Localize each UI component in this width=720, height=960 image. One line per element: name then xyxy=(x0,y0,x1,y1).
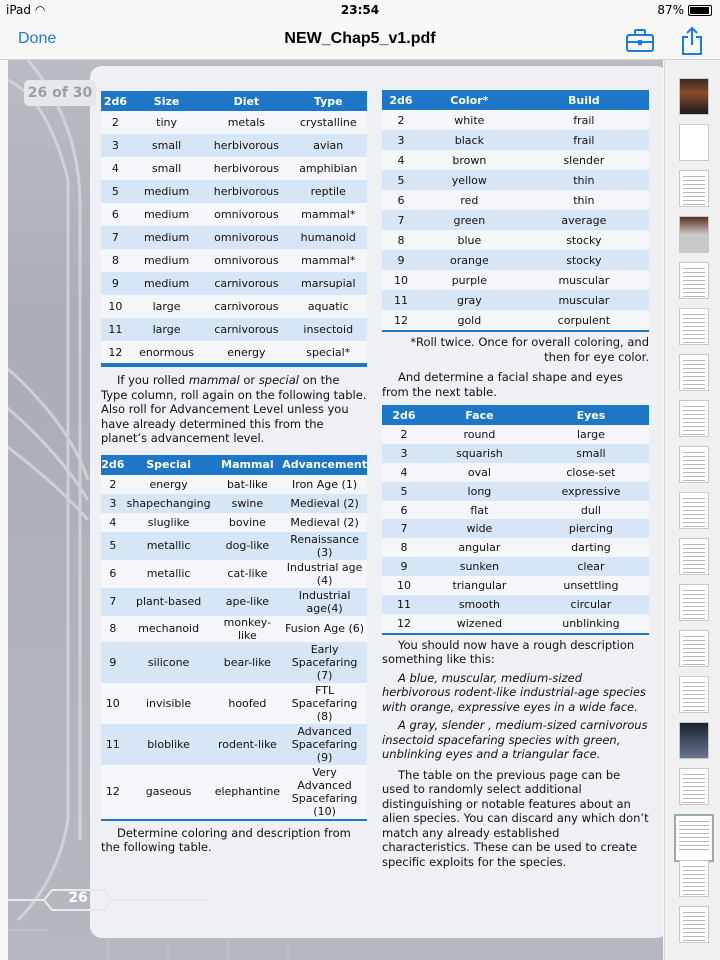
table-cell: 9 xyxy=(382,557,426,576)
table-cell: 2 xyxy=(101,475,125,494)
table-cell: 7 xyxy=(382,210,420,230)
table-row xyxy=(382,501,649,520)
table-cell: reptile xyxy=(290,180,368,203)
table-cell: 3 xyxy=(382,130,420,150)
table-cell: wide xyxy=(426,519,533,538)
table-cell: 11 xyxy=(101,318,130,341)
table-cell: Medieval (2) xyxy=(282,494,367,513)
table-cell: 6 xyxy=(382,190,420,210)
wifi-icon: ◠ xyxy=(34,3,46,17)
table-header: 2d6 xyxy=(382,90,420,110)
color-footnote: *Roll twice. Once for overall coloring, and then for eye color. xyxy=(410,335,649,364)
table-cell: 8 xyxy=(382,230,420,250)
table-cell: red xyxy=(420,190,519,210)
table-cell: 12 xyxy=(382,614,426,633)
table-header: Diet xyxy=(203,91,289,111)
table-row xyxy=(101,180,367,203)
table-cell: ape-like xyxy=(213,588,283,616)
table-cell: shapechanging xyxy=(125,494,213,513)
table-cell: herbivorous xyxy=(203,180,289,203)
table-cell: rodent-like xyxy=(213,724,283,765)
table-cell: enormous xyxy=(130,341,203,364)
page-thumbnail-strip[interactable] xyxy=(664,60,720,960)
table-cell: bear-like xyxy=(213,642,283,683)
table-cell: wizened xyxy=(426,614,533,633)
table-row xyxy=(101,683,367,724)
table-cell: omnivorous xyxy=(203,226,289,249)
table-cell: aquatic xyxy=(290,295,368,318)
page-thumbnail[interactable] xyxy=(679,676,709,713)
table-cell: bat-like xyxy=(213,475,283,494)
table-row xyxy=(101,642,367,683)
table-cell: slender xyxy=(519,150,649,170)
table-cell: sluglike xyxy=(125,513,213,532)
table-cell: 5 xyxy=(382,170,420,190)
table-cell: average xyxy=(519,210,649,230)
face-eyes-table xyxy=(382,405,649,633)
table-row xyxy=(101,249,367,272)
table-row xyxy=(101,295,367,318)
table-cell: gold xyxy=(420,310,519,330)
table-cell: 3 xyxy=(382,444,426,463)
description-intro: You should now have a rough description something like this: xyxy=(382,637,635,667)
table-cell: 9 xyxy=(101,642,125,683)
table-header: Type xyxy=(290,91,368,111)
table-cell: thin xyxy=(519,190,649,210)
table-cell: medium xyxy=(130,226,203,249)
table-cell: 12 xyxy=(101,765,125,819)
table-row xyxy=(382,170,649,190)
table-cell: humanoid xyxy=(290,226,368,249)
table-cell: 5 xyxy=(101,180,130,203)
table-cell: Medieval (2) xyxy=(282,513,367,532)
table-cell: 7 xyxy=(382,519,426,538)
table-cell: crystalline xyxy=(290,111,368,134)
table-cell: 7 xyxy=(101,588,125,616)
table-cell: 6 xyxy=(101,560,125,588)
table-cell: unsettling xyxy=(533,576,649,595)
table-cell: Early Spacefaring (7) xyxy=(282,642,367,683)
table-cell: omnivorous xyxy=(203,203,289,226)
table-cell: muscular xyxy=(519,290,649,310)
face-instruction: And determine a facial shape and eyes from the next table. xyxy=(382,370,623,399)
table-header: 2d6 xyxy=(382,405,426,425)
table-cell: 7 xyxy=(101,226,130,249)
table-cell: 11 xyxy=(101,724,125,765)
table-cell: mechanoid xyxy=(125,616,213,642)
page-thumbnail[interactable] xyxy=(679,78,709,115)
table-cell: marsupial xyxy=(290,272,368,295)
table-cell: black xyxy=(420,130,519,150)
table-row xyxy=(382,444,649,463)
table-cell: 10 xyxy=(382,270,420,290)
table-row xyxy=(382,130,649,150)
page-thumbnail[interactable] xyxy=(679,124,709,161)
table-cell: 5 xyxy=(382,482,426,501)
table-cell: white xyxy=(420,110,519,130)
table-cell: Very Advanced Spacefaring (10) xyxy=(282,765,367,819)
table-cell: 12 xyxy=(101,341,130,364)
table-row xyxy=(382,557,649,576)
table-cell: triangular xyxy=(426,576,533,595)
table-row xyxy=(101,134,367,157)
battery-icon xyxy=(688,5,712,16)
table-row xyxy=(101,157,367,180)
table-cell: herbivorous xyxy=(203,157,289,180)
table-cell: long xyxy=(426,482,533,501)
page-thumbnail[interactable] xyxy=(679,400,709,437)
table-row xyxy=(101,318,367,341)
table-row xyxy=(382,482,649,501)
page-thumbnail[interactable] xyxy=(679,906,709,943)
example-description-1: A blue, muscular, medium-sized herbivorous rodent-like industrial-age species with orange, expressive eyes in a wide face. xyxy=(382,670,646,714)
table-cell: 4 xyxy=(382,463,426,482)
table-row xyxy=(101,724,367,765)
table-cell: 6 xyxy=(101,203,130,226)
table-cell: amphibian xyxy=(290,157,368,180)
page-indicator: 26 of 30 xyxy=(24,80,96,106)
table-cell: medium xyxy=(130,272,203,295)
share-icon[interactable] xyxy=(680,26,704,60)
table-row xyxy=(382,463,649,482)
features-paragraph: The table on the previous page can be used to randomly select additional distinguishing or notable features about an alien species. You can discard any which don’t match any already established characteristics. These can be used to create specific exploits for the species. xyxy=(382,767,649,869)
table-cell: large xyxy=(533,425,649,444)
table-cell: insectoid xyxy=(290,318,368,341)
table-cell: 3 xyxy=(101,134,130,157)
table-cell: metals xyxy=(203,111,289,134)
table-cell: 4 xyxy=(382,150,420,170)
pdf-page[interactable] xyxy=(8,60,663,960)
table-cell: 9 xyxy=(101,272,130,295)
done-button[interactable]: Done xyxy=(18,30,57,47)
table-cell: omnivorous xyxy=(203,249,289,272)
page-footer xyxy=(8,878,208,918)
table-cell: stocky xyxy=(519,250,649,270)
page-thumbnail[interactable] xyxy=(679,262,709,299)
page-thumbnail[interactable] xyxy=(679,768,709,805)
table-cell: Advanced Spacefaring (9) xyxy=(282,724,367,765)
table-row xyxy=(101,475,367,494)
page-thumbnail[interactable] xyxy=(674,814,714,862)
table-row xyxy=(382,290,649,310)
table-cell: energy xyxy=(125,475,213,494)
table-row xyxy=(101,272,367,295)
document-title: NEW_Chap5_v1.pdf xyxy=(284,30,436,47)
table-cell: swine xyxy=(213,494,283,513)
page-thumbnail[interactable] xyxy=(679,630,709,667)
device-label: iPad ◠ xyxy=(6,3,46,17)
table-cell: herbivorous xyxy=(203,134,289,157)
table-cell: energy xyxy=(203,341,289,364)
table-cell: piercing xyxy=(533,519,649,538)
table-cell: large xyxy=(130,318,203,341)
table-cell: silicone xyxy=(125,642,213,683)
table-row xyxy=(382,190,649,210)
battery-indicator: 87% xyxy=(657,3,712,17)
table-cell: muscular xyxy=(519,270,649,290)
table-cell: metallic xyxy=(125,560,213,588)
right-column xyxy=(382,90,649,869)
table-row xyxy=(382,250,649,270)
table-row xyxy=(382,150,649,170)
table-header: Build xyxy=(519,90,649,110)
page-thumbnail[interactable] xyxy=(679,308,709,345)
table-row xyxy=(101,226,367,249)
page-thumbnail[interactable] xyxy=(679,216,709,253)
table-cell: 10 xyxy=(101,683,125,724)
table-cell: blue xyxy=(420,230,519,250)
table-cell: carnivorous xyxy=(203,318,289,341)
table-cell: 11 xyxy=(382,595,426,614)
table-row xyxy=(101,494,367,513)
table-cell: Renaissance (3) xyxy=(282,532,367,560)
table-cell: 12 xyxy=(382,310,420,330)
table-cell: special* xyxy=(290,341,368,364)
table-row xyxy=(382,425,649,444)
table-cell: squarish xyxy=(426,444,533,463)
table-header: Size xyxy=(130,91,203,111)
table-cell: bloblike xyxy=(125,724,213,765)
table-cell: invisible xyxy=(125,683,213,724)
table-row xyxy=(382,576,649,595)
table-cell: bovine xyxy=(213,513,283,532)
table-cell: 4 xyxy=(101,157,130,180)
page-thumbnail[interactable] xyxy=(679,354,709,391)
nav-bar xyxy=(0,20,720,60)
table-row xyxy=(101,532,367,560)
table-cell: smooth xyxy=(426,595,533,614)
table-cell: yellow xyxy=(420,170,519,190)
table-cell: small xyxy=(130,157,203,180)
table-cell: large xyxy=(130,295,203,318)
table-header: Advancement xyxy=(282,455,367,475)
table-cell: mammal* xyxy=(290,203,368,226)
table-cell: 8 xyxy=(382,538,426,557)
table-cell: 2 xyxy=(382,110,420,130)
table-cell: green xyxy=(420,210,519,230)
table-header: Mammal xyxy=(213,455,283,475)
page-thumbnail[interactable] xyxy=(679,584,709,621)
table-cell: 2 xyxy=(101,111,130,134)
table-cell: carnivorous xyxy=(203,272,289,295)
table-row xyxy=(101,588,367,616)
table-header: Color* xyxy=(420,90,519,110)
table-cell: Industrial age(4) xyxy=(282,588,367,616)
status-bar xyxy=(0,0,720,20)
table-row xyxy=(101,616,367,642)
table-cell: thin xyxy=(519,170,649,190)
table-row xyxy=(101,765,367,819)
page-thumbnail[interactable] xyxy=(679,170,709,207)
page-number: 26 xyxy=(68,890,88,906)
table-row xyxy=(382,210,649,230)
table-cell: angular xyxy=(426,538,533,557)
table-cell: dog-like xyxy=(213,532,283,560)
table-cell: avian xyxy=(290,134,368,157)
toolbox-icon[interactable] xyxy=(624,26,656,58)
table-cell: darting xyxy=(533,538,649,557)
table-cell: dull xyxy=(533,501,649,520)
table-row xyxy=(382,110,649,130)
table-header: Special xyxy=(125,455,213,475)
table-cell: 4 xyxy=(101,513,125,532)
table-cell: cat-like xyxy=(213,560,283,588)
table-cell: round xyxy=(426,425,533,444)
table-cell: expressive xyxy=(533,482,649,501)
table-row xyxy=(101,341,367,364)
special-mammal-advancement-table xyxy=(101,455,367,819)
table-cell: 11 xyxy=(382,290,420,310)
table-row xyxy=(382,270,649,290)
table-header: 2d6 xyxy=(101,91,130,111)
color-build-table xyxy=(382,90,649,330)
table-row xyxy=(382,614,649,633)
table-cell: gray xyxy=(420,290,519,310)
table-cell: circular xyxy=(533,595,649,614)
table-cell: medium xyxy=(130,180,203,203)
page-thumbnail[interactable] xyxy=(679,446,709,483)
table-cell: elephantine xyxy=(213,765,283,819)
table-cell: medium xyxy=(130,249,203,272)
table-cell: unblinking xyxy=(533,614,649,633)
table-cell: small xyxy=(130,134,203,157)
table-row xyxy=(382,310,649,330)
table-cell: 10 xyxy=(101,295,130,318)
page-thumbnail[interactable] xyxy=(679,722,709,759)
table-cell: 2 xyxy=(382,425,426,444)
table-row xyxy=(101,111,367,134)
table-cell: plant-based xyxy=(125,588,213,616)
table-row xyxy=(101,513,367,532)
table-cell: 6 xyxy=(382,501,426,520)
table-cell: hoofed xyxy=(213,683,283,724)
table-cell: oval xyxy=(426,463,533,482)
table-cell: carnivorous xyxy=(203,295,289,318)
table-cell: flat xyxy=(426,501,533,520)
table-row xyxy=(382,538,649,557)
table-cell: frail xyxy=(519,110,649,130)
left-column xyxy=(101,91,367,855)
table-cell: 8 xyxy=(101,249,130,272)
table-cell: mammal* xyxy=(290,249,368,272)
table-row xyxy=(382,230,649,250)
table-cell: stocky xyxy=(519,230,649,250)
table-row xyxy=(101,560,367,588)
table-cell: close-set xyxy=(533,463,649,482)
table-cell: 8 xyxy=(101,616,125,642)
table-cell: monkey-like xyxy=(213,616,283,642)
table-cell: brown xyxy=(420,150,519,170)
table-header: Face xyxy=(426,405,533,425)
table-row xyxy=(382,519,649,538)
table-cell: 9 xyxy=(382,250,420,270)
table-header: Eyes xyxy=(533,405,649,425)
table-cell: FTL Spacefaring (8) xyxy=(282,683,367,724)
table-cell: 3 xyxy=(101,494,125,513)
table-cell: corpulent xyxy=(519,310,649,330)
table-row xyxy=(101,203,367,226)
table-cell: sunken xyxy=(426,557,533,576)
table-cell: medium xyxy=(130,203,203,226)
page-thumbnail[interactable] xyxy=(679,492,709,529)
table-row xyxy=(382,595,649,614)
table-cell: small xyxy=(533,444,649,463)
table-cell: 10 xyxy=(382,576,426,595)
size-diet-type-table xyxy=(101,91,367,365)
table-cell: gaseous xyxy=(125,765,213,819)
table-cell: purple xyxy=(420,270,519,290)
table-cell: Iron Age (1) xyxy=(282,475,367,494)
clock: 23:54 xyxy=(340,3,380,17)
table-cell: clear xyxy=(533,557,649,576)
table-cell: Industrial age (4) xyxy=(282,560,367,588)
table-cell: Fusion Age (6) xyxy=(282,616,367,642)
table-header: 2d6 xyxy=(101,455,125,475)
page-thumbnail[interactable] xyxy=(679,860,709,897)
table-cell: orange xyxy=(420,250,519,270)
coloring-paragraph: Determine coloring and description from the following table. xyxy=(101,825,351,854)
instruction-paragraph: If you rolled mammal or special on the Type column, roll again on the following table. Also roll for Advancement Level unless you have already determined this from the planet’s advancement level. xyxy=(101,373,367,445)
table-cell: frail xyxy=(519,130,649,150)
table-cell: metallic xyxy=(125,532,213,560)
table-cell: 5 xyxy=(101,532,125,560)
table-cell: tiny xyxy=(130,111,203,134)
page-thumbnail[interactable] xyxy=(679,538,709,575)
example-description-2: A gray, slender , medium-sized carnivorous insectoid spacefaring species with green, unblinking eyes and a triangular face. xyxy=(382,718,648,762)
